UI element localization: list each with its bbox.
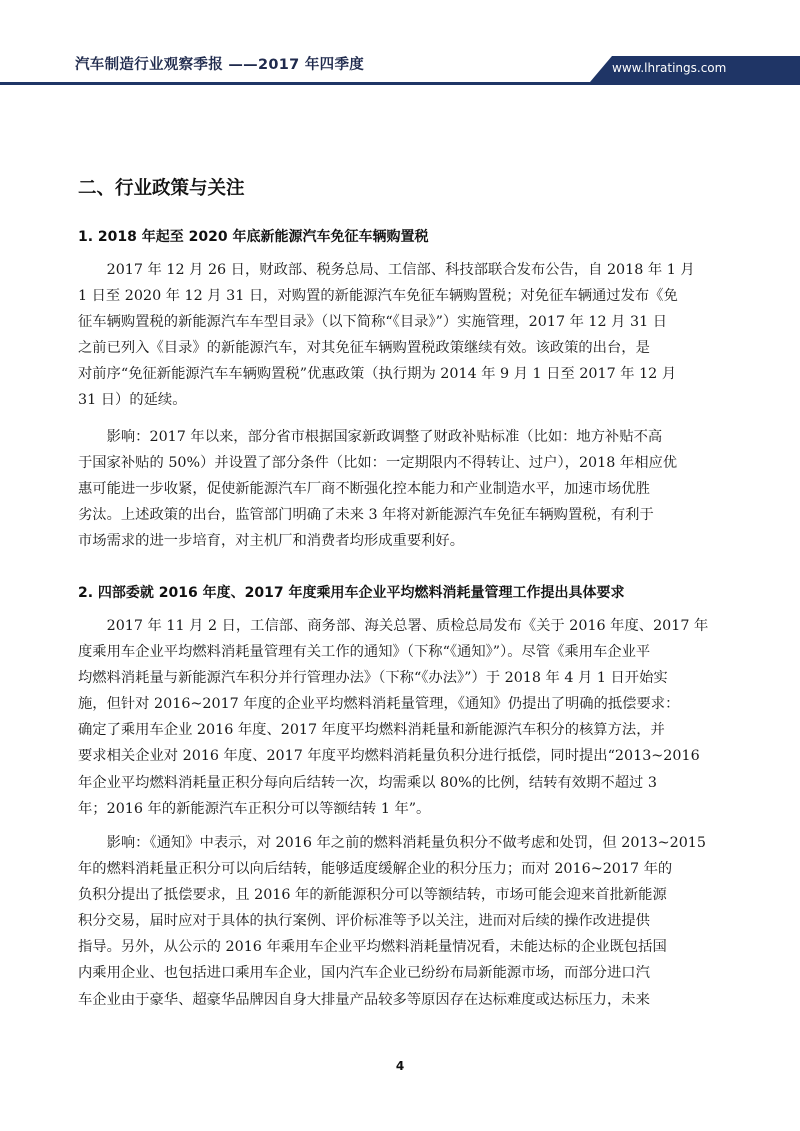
- text-line: 年；2016 年的新能源汽车正积分可以等额结转 1 年”。: [78, 800, 431, 817]
- text-line: 指导。另外，从公示的 2016 年乘用车企业平均燃料消耗量情况看，未能达标的企业既包括国: [78, 939, 667, 956]
- text-line: 要求相关企业对 2016 年度、2017 年度平均燃料消耗量负积分进行抵偿，同时提出“2013~2016: [78, 748, 700, 765]
- text-line: 施，但针对 2016~2017 年度的企业平均燃料消耗量管理，《通知》仍提出了明确的抵偿要求：: [78, 696, 680, 713]
- text-line: 2017 年 11 月 2 日，工信部、商务部、海关总署、质检总局发布《关于 2016 年度、2017 年: [78, 618, 709, 634]
- text-line: 之前已列入《目录》的新能源汽车，对其免征车辆购置税政策继续有效。该政策的出台，是: [78, 340, 650, 357]
- text-line: 于国家补贴的 50%）并设置了部分条件（比如：一定期限内不得转让、过户），2018 年相应优: [78, 455, 678, 472]
- paragraph: [78, 613, 724, 822]
- text-line: 年企业平均燃料消耗量正积分每向后结转一次，均需乘以 80%的比例，结转有效期不超过 3: [78, 774, 657, 791]
- text-line: 31 日）的延续。: [78, 392, 187, 409]
- text-line: 度乘用车企业平均燃料消耗量管理有关工作的通知》（下称“《通知》”）。尽管《乘用车企业平: [78, 644, 651, 661]
- text-line: 均燃料消耗量与新能源汽车积分并行管理办法》（下称“《办法》”）于 2018 年 4 月 1 日开始实: [78, 670, 668, 687]
- text-line: 2017 年 12 月 26 日，财政部、税务总局、工信部、科技部联合发布公告，自 2018 年 1 月: [78, 262, 695, 278]
- paragraph: [78, 424, 724, 554]
- paragraph: [78, 257, 724, 414]
- subsection-heading: 1. 2018 年起至 2020 年底新能源汽车免征车辆购置税: [78, 229, 429, 245]
- text-line: 积分交易，届时应对于具体的执行案例、评价标准等予以关注，进而对后续的操作改进提供: [78, 913, 650, 930]
- text-line: 1 日至 2020 年 12 月 31 日，对购置的新能源汽车免征车辆购置税；对免征车辆通过发布《免: [78, 288, 678, 305]
- paragraph: [78, 830, 724, 1013]
- text-line: 市场需求的进一步培育，对主机厂和消费者均形成重要利好。: [78, 533, 465, 550]
- page-number: 4: [395, 1059, 405, 1073]
- header-url[interactable]: www.lhratings.com: [612, 61, 727, 75]
- text-line: 年的燃料消耗量正积分可以向后结转，能够适度缓解企业的积分压力；而对 2016~2017 年的: [78, 861, 673, 878]
- text-line: 征车辆购置税的新能源汽车车型目录》（以下简称“《目录》”）实施管理，2017 年 12 月 31 日: [78, 314, 668, 331]
- text-line: 影响：2017 年以来，部分省市根据国家新政调整了财政补贴标准（比如：地方补贴不高: [78, 429, 663, 445]
- text-line: 内乘用企业、也包括进口乘用车企业，国内汽车企业已纷纷布局新能源市场，而部分进口汽: [78, 965, 650, 982]
- text-line: 车企业由于豪华、超豪华品牌因自身大排量产品较多等原因存在达标难度或达标压力，未来: [78, 991, 650, 1008]
- text-line: 对前序“免征新能源汽车车辆购置税”优惠政策（执行期为 2014 年 9 月 1 日至 2017 年 12 月: [78, 366, 677, 383]
- header-divider: [0, 82, 800, 85]
- text-line: 劣汰。上述政策的出台，监管部门明确了未来 3 年将对新能源汽车免征车辆购置税，有利于: [78, 507, 654, 524]
- text-line: 负积分提出了抵偿要求，且 2016 年的新能源积分可以等额结转，市场可能会迎来首批新能源: [78, 887, 667, 904]
- text-line: 确定了乘用车企业 2016 年度、2017 年度平均燃料消耗量和新能源汽车积分的核算方法，并: [78, 722, 665, 739]
- section-title: 二、行业政策与关注: [78, 178, 245, 199]
- text-line: 影响：《通知》中表示，对 2016 年之前的燃料消耗量负积分不做考虑和处罚，但 2013~2015: [78, 835, 707, 851]
- report-header-title: 汽车制造行业观察季报 ——2017 年四季度: [75, 57, 365, 73]
- subsection-heading: 2. 四部委就 2016 年度、2017 年度乘用车企业平均燃料消耗量管理工作提出具体要求: [78, 585, 625, 601]
- text-line: 惠可能进一步收紧，促使新能源汽车厂商不断强化控本能力和产业制造水平，加速市场优胜: [78, 481, 650, 498]
